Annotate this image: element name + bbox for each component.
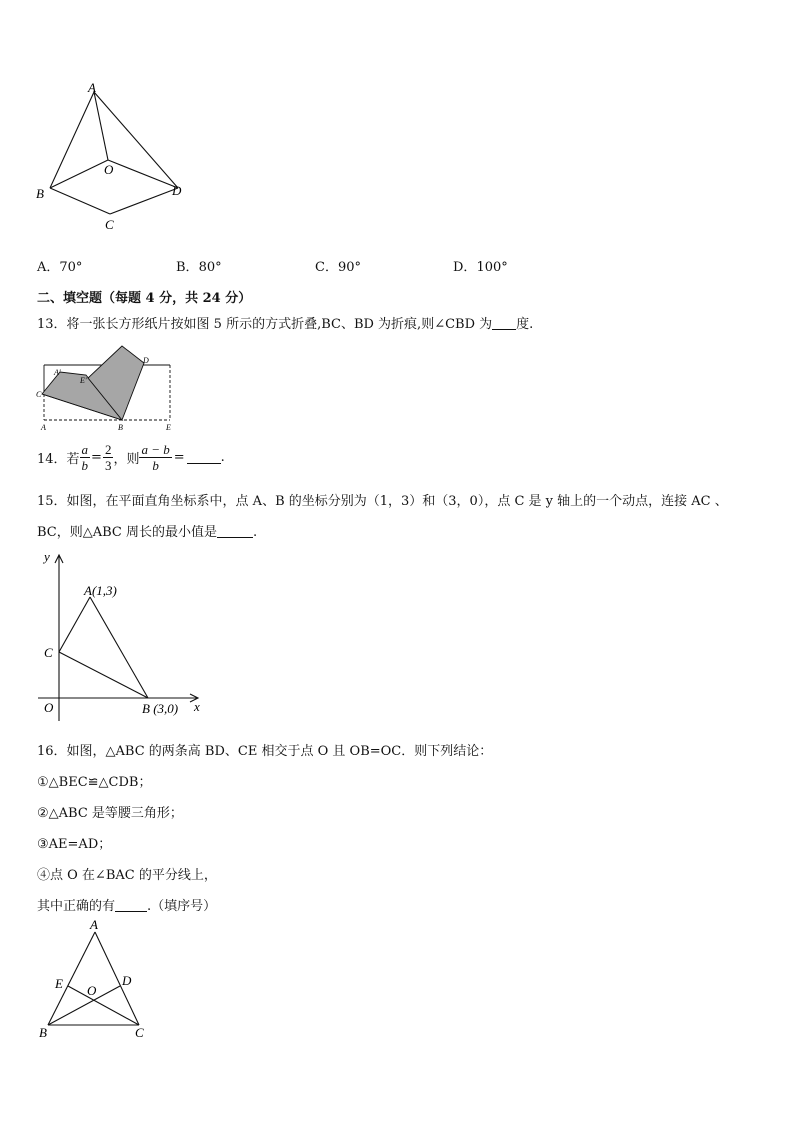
q14-frac1-num: a — [81, 442, 89, 457]
fig-q12-quadrilateral — [30, 78, 200, 238]
q13-text-pre: 13．将一张长方形纸片按如图 5 所示的方式折叠,BC、BD 为折痕,则∠CBD 为 — [37, 317, 493, 332]
fig16-label-e: E — [55, 976, 63, 991]
fig-q13-folded-paper — [34, 342, 180, 434]
q15-line2-post: . — [253, 525, 258, 540]
fig15-label-y: y — [44, 549, 50, 564]
q14-frac1-den: b — [81, 458, 89, 473]
fig12-label-d: D — [172, 183, 182, 198]
q14-suffix: . — [220, 450, 225, 465]
fig-q16-triangle-altitudes — [34, 915, 164, 1045]
fig12-label-b: B — [36, 186, 44, 201]
fig13-label-e1: E' — [80, 376, 87, 385]
q14-fraction-amb-over-b — [139, 442, 171, 473]
q14-frac3-den: b — [152, 458, 159, 473]
fig12-label-o: O — [104, 162, 114, 177]
q16-ask — [37, 895, 216, 914]
q15-line1: 15．如图，在平面直角坐标系中，点 A、B 的坐标分别为（1，3）和（3，0），点 C 是 y 轴上的一个动点，连接 AC 、 — [37, 494, 728, 509]
q14-frac2-den: 3 — [104, 458, 112, 473]
q16-intro: 16．如图，△ABC 的两条高 BD、CE 相交于点 O 且 OB=OC．则下列结论： — [37, 744, 493, 759]
fig13-label-a: A — [41, 423, 46, 432]
fig16-label-a: A — [90, 917, 98, 932]
option-d-value: 100° — [476, 260, 508, 275]
fig15-label-b: B (3,0) — [142, 701, 179, 716]
option-a-letter: A． — [37, 260, 60, 275]
q16-item-1: ①△BEC≌△CDB； — [37, 775, 152, 790]
q16-item-3: ③AE=AD； — [37, 837, 112, 852]
q14-eq: = — [91, 450, 102, 465]
option-c — [315, 256, 361, 275]
q16-item-2: ②△ABC 是等腰三角形； — [37, 806, 183, 821]
option-c-value: 90° — [337, 260, 361, 275]
q15-line2-pre: BC，则△ABC 周长的最小值是 — [37, 525, 218, 540]
q13-text-post: 度. — [516, 317, 534, 332]
fig13-label-e: E — [166, 423, 171, 432]
q14-text — [37, 442, 225, 473]
fig16-label-o: O — [87, 983, 97, 998]
q14-fraction-a-over-b — [80, 442, 91, 473]
fig12-label-a: A — [88, 80, 96, 95]
q14-answer-blank[interactable] — [187, 451, 221, 464]
option-a — [37, 256, 82, 275]
q15-line2 — [37, 521, 257, 540]
q16-ask-pre: 其中正确的有 — [37, 899, 116, 914]
q14-mid: ，则 — [113, 452, 140, 467]
fig13-label-b: B — [118, 423, 123, 432]
fig13-label-d: D — [143, 356, 149, 365]
option-a-value: 70° — [59, 260, 83, 275]
q14-frac3-num: a − b — [141, 442, 170, 457]
q15-answer-blank[interactable] — [217, 525, 253, 538]
q16-ask-post: .（填序号） — [147, 899, 217, 914]
fig15-label-a: A(1,3) — [84, 583, 117, 598]
option-b-value: 80° — [198, 260, 222, 275]
q14-prefix: 14．若 — [37, 452, 80, 467]
q16-answer-blank[interactable] — [115, 899, 147, 912]
fig16-label-c: C — [135, 1025, 144, 1040]
option-d — [453, 256, 508, 275]
fig-q15-coordinate-plane — [34, 545, 214, 725]
q14-eq2: = — [173, 450, 185, 465]
option-b-letter: B． — [176, 260, 199, 275]
fig12-label-c: C — [105, 217, 114, 232]
option-c-letter: C． — [315, 260, 338, 275]
section-title: 二、填空题（每题 4 分，共 24 分） — [37, 291, 252, 306]
q13-answer-blank[interactable] — [492, 317, 516, 330]
q13-text — [37, 313, 533, 332]
fig15-label-c: C — [44, 645, 53, 660]
q16-item-4: ④点 O 在∠BAC 的平分线上， — [37, 868, 217, 883]
fig13-label-c: C — [36, 390, 42, 399]
option-d-letter: D． — [453, 260, 477, 275]
fig16-label-b: B — [39, 1025, 47, 1040]
fig15-label-x: x — [194, 699, 200, 714]
option-b — [176, 256, 222, 275]
fig15-label-o: O — [44, 700, 54, 715]
fig13-label-a1: A' — [54, 368, 61, 377]
fig16-label-d: D — [122, 973, 132, 988]
q14-frac2-num: 2 — [104, 442, 112, 457]
q14-fraction-2-over-3 — [103, 442, 114, 473]
